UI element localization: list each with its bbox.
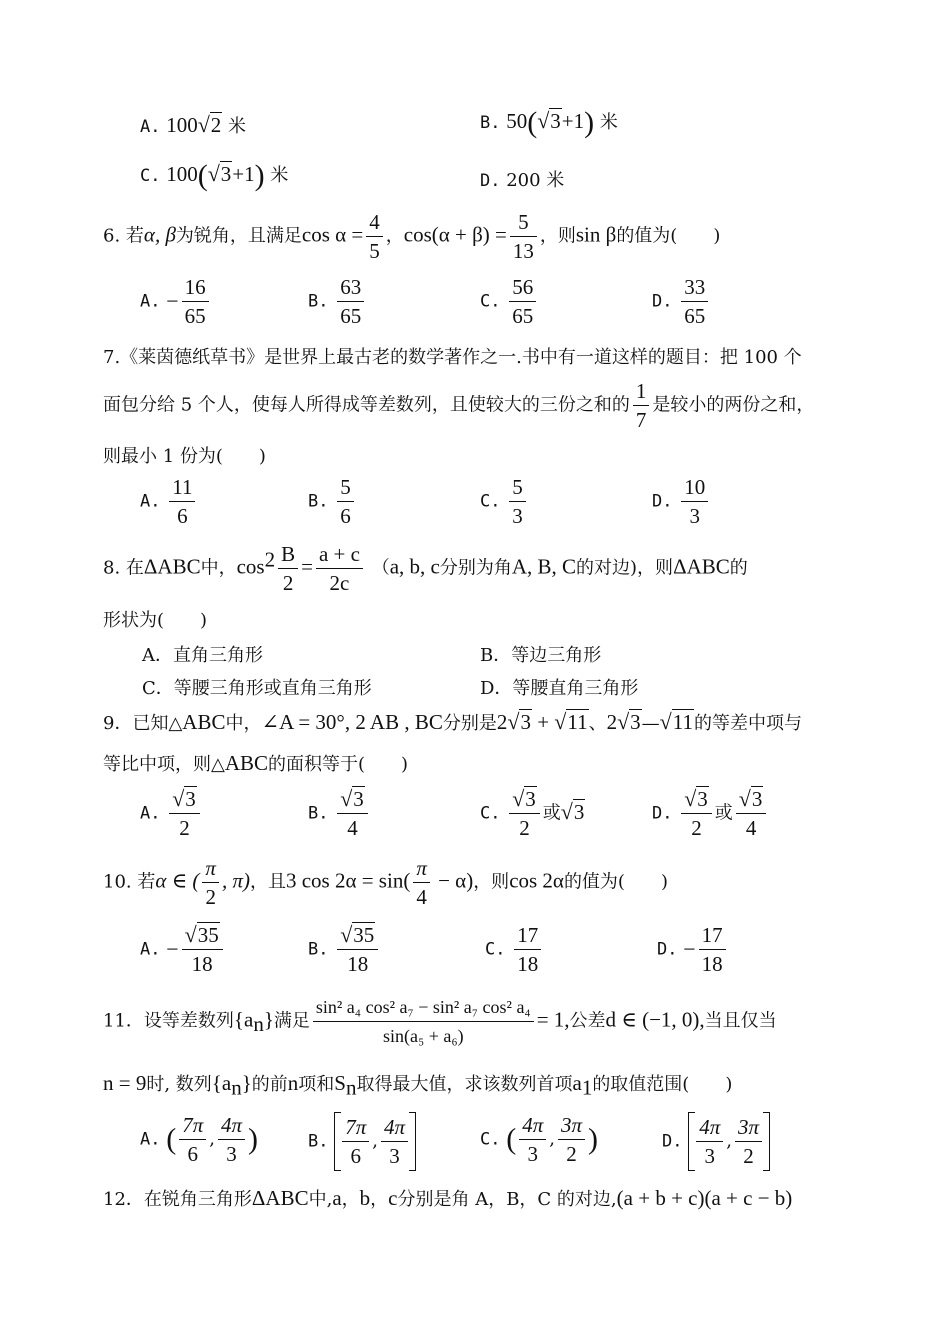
q11-option-b [308,1112,416,1171]
q9-option-b [308,786,371,841]
math-sequence: {a [233,1007,254,1032]
sqrt: √11 [554,709,588,734]
math-a: a [332,1186,342,1210]
option-label: C. [485,939,506,960]
fraction: $\frac{5}{6}$ [337,474,354,529]
stem-text: 的等差中项与 [693,713,802,734]
q8-option-b: B．等边三角形 [480,645,602,666]
q12-stem [103,1185,792,1211]
stem-text: 公差 [569,1010,606,1032]
q11-stem-line2 [103,1070,732,1101]
fraction: $\frac{√35}{18}$ [337,922,378,977]
fraction: $\frac{\pi}{4}$ [413,855,430,910]
or-text: 或 [542,802,561,824]
math-d-range: d ∈ (−1, 0), [605,1007,705,1032]
sqrt: √3 [507,709,531,734]
stem-text: 分别为角 [439,557,512,579]
option-label: D. [662,1131,683,1152]
stem-text: 12．在锐角三角形 [103,1189,252,1210]
coef: 100 [166,113,198,137]
math-a: a [572,1071,582,1095]
option-label: A. [140,491,161,512]
fraction: $\frac{4}{5}$ [366,209,383,264]
stem-text: 分别是角 A，B，C 的对边, [397,1189,617,1210]
closed-interval: $\frac{7\pi}{6}$ , $\frac{4\pi}{3}$ [334,1112,416,1171]
subscript: 1 [581,1075,593,1100]
q7-option-d [652,474,711,529]
option-label: B. [308,1131,329,1152]
q10-option-b [308,922,381,977]
coef: 2 [496,710,508,734]
fraction: $\frac{√3}{2}$ [169,786,200,841]
equals-one: = 1, [536,1007,570,1032]
math-b: b [359,1186,371,1210]
math-abc-lower: a, b, c [389,554,440,579]
fraction: $\frac{11}{6}$ [169,474,195,529]
q7-stem-line1: 7.《莱茵德纸草书》是世界上最古老的数学著作之一.书中有一道这样的题目：把 100 个 [103,347,802,368]
q5-option-a [140,112,246,138]
q7-stem-line3: 则最小 1 份为( ) [103,446,266,467]
fraction: $\frac{\text{sin² a₄ cos² a₇ − sin² a₇ cos² a₄}}{\text{sin(a₅ + a₆)}}$ [313,994,534,1049]
option-label: A. [140,291,161,312]
q6-stem [103,209,720,264]
stem-text: 当且仅当 [704,1010,777,1032]
q9-stem-line2 [103,750,408,776]
stem-text: 9．已知△ [103,713,183,734]
fraction: $\frac{16}{65}$ [182,274,209,329]
q8-stem-line2: 形状为( ) [103,610,208,631]
stem-text: ，则 [473,871,510,893]
math-abc: ABC [224,751,269,775]
stem-text: 10. 若 [103,871,156,893]
q11-option-d [662,1112,770,1171]
option-label: D. [652,491,673,512]
option-label: A. [140,939,161,960]
q11-stem-line1 [103,994,777,1049]
option-label: B. [308,803,329,824]
stem-text: 等比中项，则△ [103,754,225,775]
plus-one: +1 [561,109,585,133]
sqrt: √11 [659,709,693,734]
stem-text: 满足 [273,1010,310,1032]
fraction: $\frac{\pi}{2}$ [202,855,219,910]
stem-text: 若 [125,225,144,247]
q10-option-d [657,922,729,977]
option-label: B. [480,113,501,133]
stem-text: ， [385,225,404,247]
stem-text: 的值为( ) [616,225,721,247]
question-number: 6. [103,225,121,247]
option-label: B. [308,491,329,512]
math-sequence: {a [211,1071,232,1095]
fraction: $\frac{63}{65}$ [337,274,364,329]
sqrt: √3 [207,161,232,186]
stem-text: 中， [225,713,262,734]
fraction: $\frac{3\pi}{2}$ [558,1112,585,1167]
comma: ， [370,1189,389,1210]
math-angle: ∠A = 30°, 2 AB , BC [261,710,443,734]
math-cos-sum: cos(α + β) = [403,222,507,247]
stem-text: 11．设等差数列 [103,1010,234,1032]
q9-option-a [140,786,203,841]
minus: — [641,713,660,734]
math-cos-alpha: cos α = [301,222,364,247]
math-sin-beta: sin β [575,222,617,247]
q6-option-b [308,274,367,329]
minus-sign: − [166,936,179,962]
fraction: $\frac{√3}{2}$ [681,786,712,841]
unit: 米 [228,116,247,137]
fraction: $\frac{56}{65}$ [509,274,536,329]
subscript: n [231,1075,242,1100]
math-abc-upper: A, B, C [511,554,577,579]
fraction: $\frac{4\pi}{3}$ [696,1114,723,1169]
fraction: $\frac{B}{2}$ [278,541,298,596]
fraction: $\frac{4\pi}{3}$ [519,1112,546,1167]
option-label: C. [480,291,501,312]
fraction: $\frac{1}{7}$ [633,378,650,433]
fraction: $\frac{7\pi}{6}$ [179,1112,206,1167]
subscript: n [253,1012,264,1037]
fraction: $\frac{17}{18}$ [699,922,726,977]
plus: + [531,710,555,734]
q7-stem-line2 [103,378,814,433]
stem-text: 的取值范围( ) [592,1074,733,1095]
q5-option-b: B. 50(√3+1) 米 [480,106,618,139]
math-equation-left: 3 cos 2α = sin( [285,868,411,893]
q11-option-a: A. ( $\frac{7\pi}{6}$ , $\frac{4\pi}{3}$ ) [140,1113,259,1166]
stem-text: 时, 数列 [146,1074,212,1095]
q9-stem-line1 [103,709,802,735]
option-label: A. [140,117,161,137]
sqrt: √3 [617,709,641,734]
option-label: A. [140,803,161,824]
option-label: D. [480,171,501,191]
stem-text: 取得最大值，求该数列首项 [356,1074,573,1095]
stem-text: 的对边)，则 [576,557,674,579]
q8-option-c: C．等腰三角形或直角三角形 [142,678,372,699]
option-label: C. [480,491,501,512]
stem-text: （ [371,557,390,579]
option-label: C. [140,166,161,186]
q9-option-c [480,786,585,841]
math-c: c [388,1186,398,1210]
fraction: $\frac{a + c}{2c}$ [316,541,363,596]
math-brace: } [263,1007,274,1032]
stem-text: 中, [308,1189,333,1210]
q6-option-a [140,274,212,329]
stem-text: 的前 [251,1074,288,1095]
q9-option-d [652,786,769,841]
sqrt: √3 [537,108,561,133]
stem-text: ，且 [249,871,286,893]
math-equation-right: − α) [432,868,474,893]
q5-option-c: C. 100(√3+1) 米 [140,159,289,192]
fraction: $\frac{7\pi}{6}$ [342,1114,369,1169]
unit: 米 [599,112,618,133]
math-alpha-beta: α, β [143,222,176,247]
closed-interval: $\frac{4\pi}{3}$ , $\frac{3\pi}{2}$ [688,1112,770,1171]
fraction: $\frac{4\pi}{3}$ [218,1112,245,1167]
stem-text: 的面积等于( ) [268,754,409,775]
math-brace: } [241,1071,252,1095]
option-label: A. [140,1129,161,1150]
minus-sign: − [166,288,179,314]
q7-option-b [308,474,357,529]
option-label: B. [308,939,329,960]
math-triangle: ΔABC [251,1186,309,1210]
math-interval-open: α ∈ ( [155,868,200,893]
plus-one: +1 [232,162,255,186]
option-text: 200 米 [506,170,565,191]
fraction: $\frac{√3}{4}$ [736,786,767,841]
q7-option-a [140,474,198,529]
or-text: 或 [714,802,733,824]
option-label: C. [480,803,501,824]
stem-text: 8. 在 [103,557,144,579]
coef: 2 [606,710,618,734]
q8-stem-line1 [103,541,748,596]
stem-text: 为锐角，且满足 [175,225,302,247]
q11-option-c: C. ( $\frac{4\pi}{3}$ , $\frac{3\pi}{2}$ ) [480,1113,599,1166]
stem-text: 的 [729,557,748,579]
math-s: S [334,1071,346,1095]
fraction: $\frac{10}{3}$ [681,474,708,529]
coef: 50 [506,109,528,133]
math-expression: (a + b + c)(a + c − b) [616,1186,793,1210]
math-triangle: ΔABC [673,554,730,579]
math-n-equals: n = 9 [103,1071,147,1095]
fraction: $\frac{3\pi}{2}$ [735,1114,762,1169]
minus-sign: − [683,936,696,962]
math-abc: ABC [182,710,226,734]
option-label: B. [308,291,329,312]
q5-option-d [480,166,564,192]
q10-stem [103,855,668,910]
stem-text: 是较小的两份之和， [652,394,815,416]
math-n: n [287,1071,299,1095]
option-label: D. [652,803,673,824]
fraction: $\frac{√35}{18}$ [182,922,223,977]
fraction: $\frac{5}{13}$ [510,209,537,264]
math-interval-close: , π) [221,868,250,893]
comma: ， [341,1189,360,1210]
stem-text: 中， [200,557,237,579]
q6-option-c [480,274,539,329]
math-cos-2alpha: cos 2α [509,868,564,893]
stem-text: 分别是 [442,713,497,734]
fraction: $\frac{√3}{2}$ [509,786,540,841]
math-cos: cos [236,554,265,579]
fraction: $\frac{4\pi}{3}$ [381,1114,408,1169]
option-label: D. [652,291,673,312]
fraction: $\frac{17}{18}$ [514,922,541,977]
subscript: n [345,1075,357,1100]
superscript: 2 [264,547,276,572]
q10-option-c [485,922,544,977]
equals: = [301,554,313,579]
option-label: C. [480,1129,501,1150]
fraction: $\frac{33}{65}$ [681,274,708,329]
q8-option-d: D．等腰直角三角形 [480,678,639,699]
option-label: D. [657,939,678,960]
math-triangle: ΔABC [143,554,201,579]
stem-text: ，则 [539,225,576,247]
sqrt: √2 [197,112,222,137]
unit: 米 [270,165,289,186]
fraction: $\frac{5}{3}$ [509,474,526,529]
fraction: $\frac{√3}{4}$ [337,786,368,841]
stem-text: 面包分给 5 个人，使每人所得成等差数列，且使较大的三份之和的 [103,394,630,416]
coef: 100 [166,162,198,186]
q7-option-c [480,474,529,529]
stem-text: 的值为( ) [563,871,668,893]
stem-text: 项和 [298,1074,335,1095]
q10-option-a [140,922,226,977]
q8-option-a: A．直角三角形 [142,645,263,666]
sqrt: √3 [560,798,585,824]
q6-option-d [652,274,711,329]
stem-text: 、 [588,713,607,734]
